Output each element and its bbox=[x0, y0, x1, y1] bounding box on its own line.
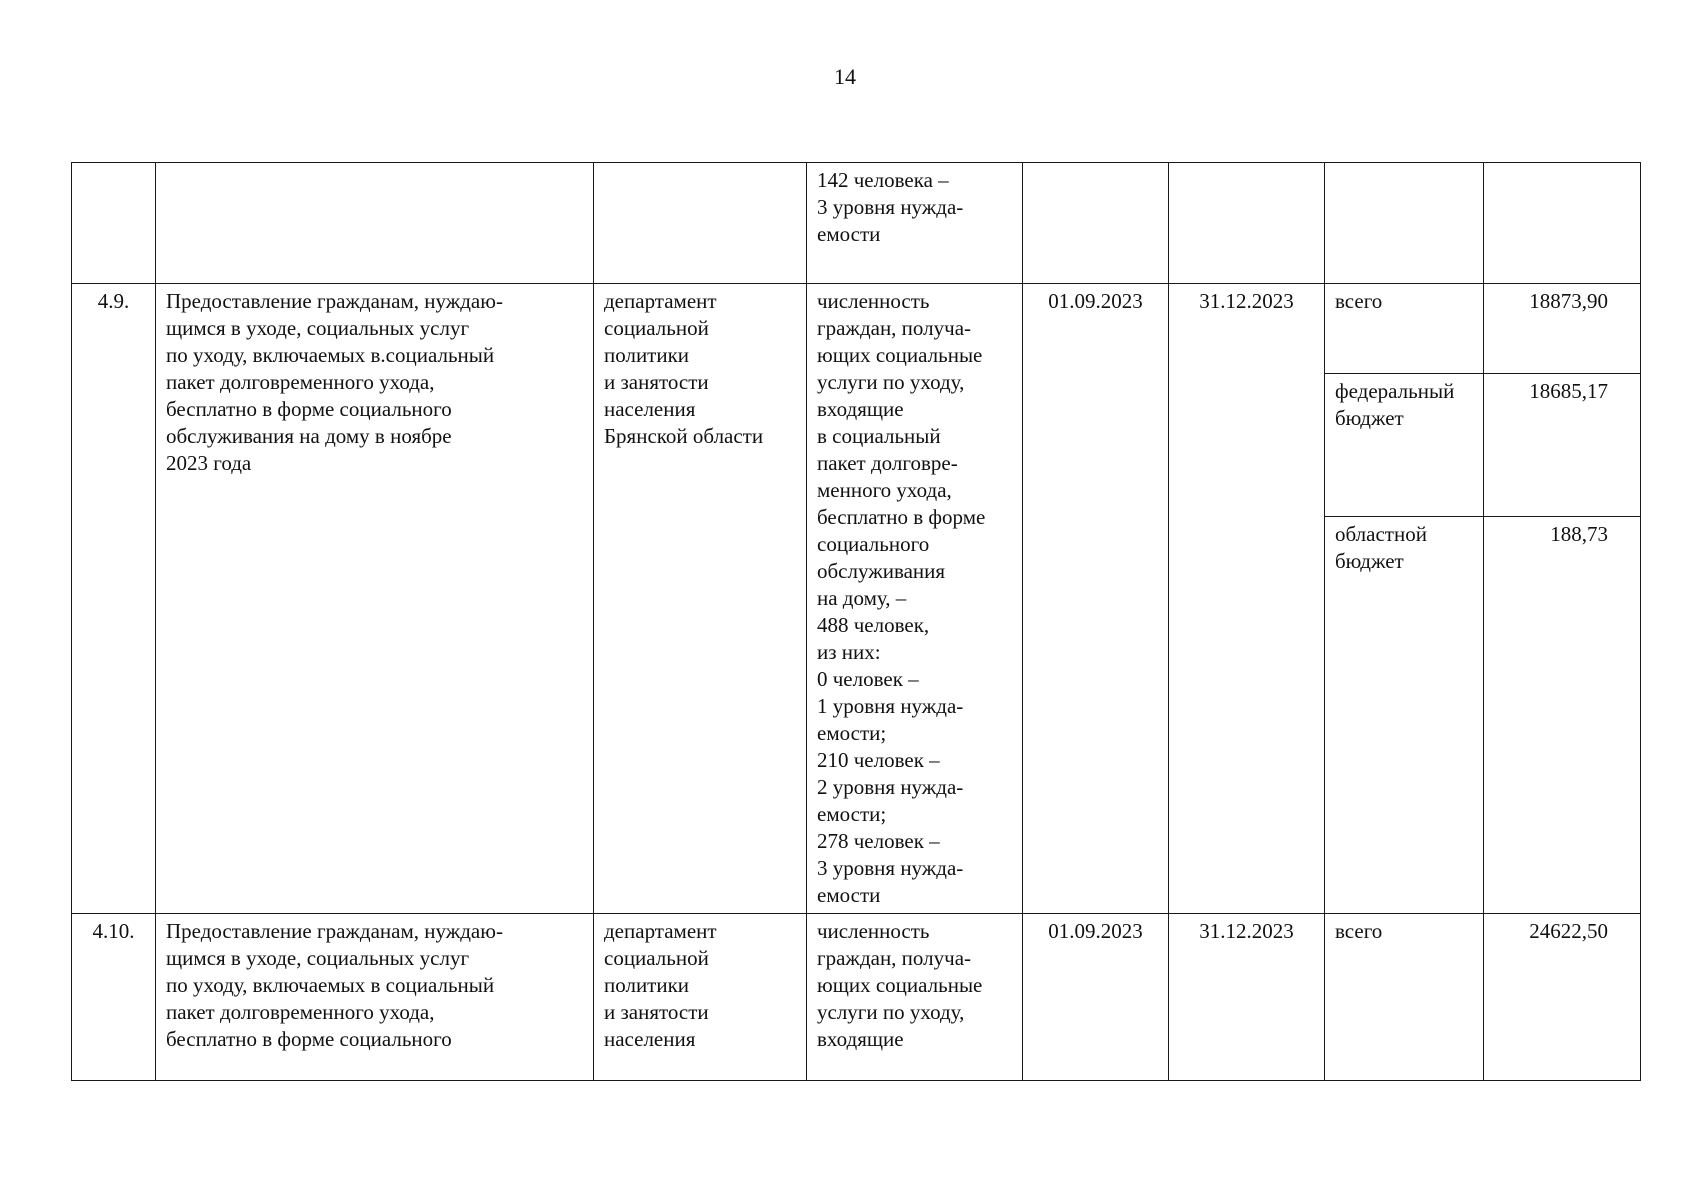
cell-number bbox=[72, 163, 156, 284]
cell-start-date: 01.09.2023 bbox=[1023, 284, 1169, 914]
cell-measure-name: Предоставление гражданам, нуждаю- щимся в уходе, социальных услуг по уходу, включаемых в социальный пакет долговременного ухода, бесплатно в форме социального bbox=[156, 914, 594, 1081]
cell-indicator: численность граждан, получа- ющих социальные услуги по уходу, входящие в социальный пакет долговре- менного ухода, бесплатно в форме социального обслуживания на дому, – 488 человек, из них: 0 человек – 1 уровня нужда- емости; 210 человек – 2 уровня нужда- емости; 278 человек – 3 уровня нужда- емости bbox=[807, 284, 1023, 914]
cell-measure-name bbox=[156, 163, 594, 284]
cell-amount: 24622,50 bbox=[1484, 914, 1641, 1081]
cell-amount: 18873,90 bbox=[1484, 284, 1641, 374]
cell-executor: департамент социальной политики и занятости населения bbox=[594, 914, 807, 1081]
cell-end-date bbox=[1169, 163, 1325, 284]
cell-start-date: 01.09.2023 bbox=[1023, 914, 1169, 1081]
cell-indicator: численность граждан, получа- ющих социальные услуги по уходу, входящие bbox=[807, 914, 1023, 1081]
cell-number: 4.10. bbox=[72, 914, 156, 1081]
cell-funding-source: всего bbox=[1325, 284, 1484, 374]
cell-end-date: 31.12.2023 bbox=[1169, 284, 1325, 914]
table-row-continuation bbox=[72, 163, 1641, 284]
cell-funding-source: всего bbox=[1325, 914, 1484, 1081]
cell-amount: 18685,17 bbox=[1484, 374, 1641, 517]
cell-end-date: 31.12.2023 bbox=[1169, 914, 1325, 1081]
cell-funding-source: федеральный бюджет bbox=[1325, 374, 1484, 517]
table-row-4-10 bbox=[72, 914, 1641, 1081]
cell-funding-source bbox=[1325, 163, 1484, 284]
cell-start-date bbox=[1023, 163, 1169, 284]
cell-amount: 188,73 bbox=[1484, 516, 1641, 913]
cell-executor: департамент социальной политики и занятости населения Брянской области bbox=[594, 284, 807, 914]
cell-executor bbox=[594, 163, 807, 284]
cell-number: 4.9. bbox=[72, 284, 156, 914]
cell-funding-source: областной бюджет bbox=[1325, 516, 1484, 913]
cell-amount bbox=[1484, 163, 1641, 284]
cell-measure-name: Предоставление гражданам, нуждаю- щимся в уходе, социальных услуг по уходу, включаемых в.социальный пакет долговременного ухода, бесплатно в форме социального обслуживания на дому в ноябре 2023 года bbox=[156, 284, 594, 914]
program-measures-table bbox=[71, 162, 1641, 1081]
table-row-4-9 bbox=[72, 284, 1641, 374]
page-number: 14 bbox=[834, 64, 856, 89]
cell-indicator: 142 человека – 3 уровня нужда- емости bbox=[807, 163, 1023, 284]
